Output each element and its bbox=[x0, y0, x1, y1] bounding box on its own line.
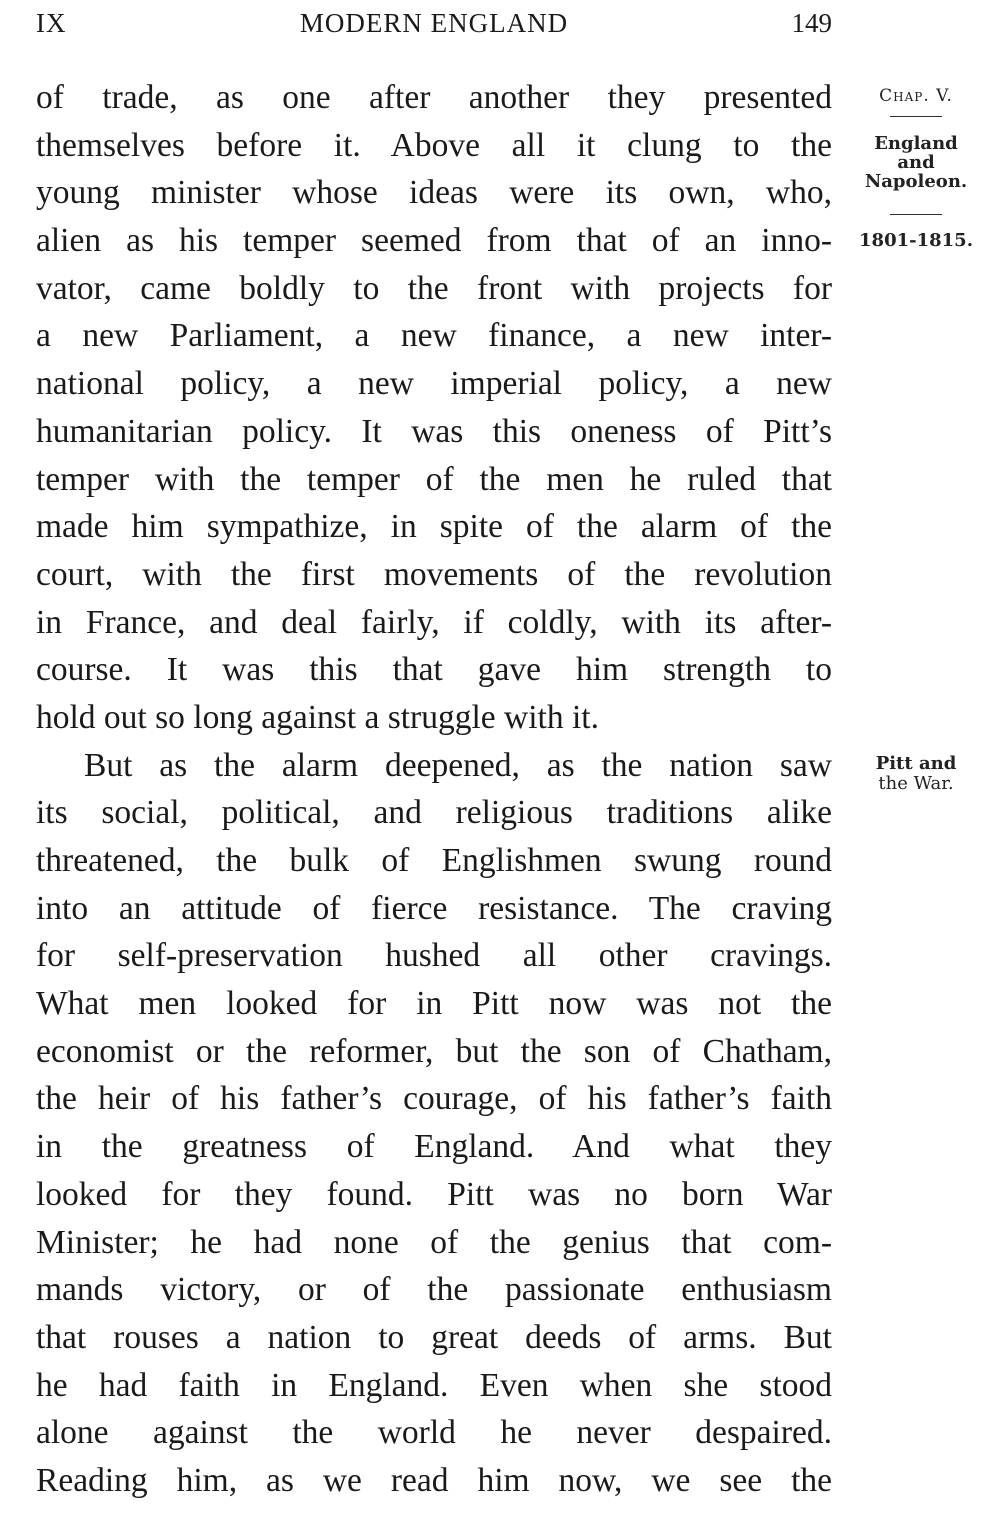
text-line: But as the alarm deepened, as the nation saw bbox=[84, 746, 832, 784]
text-line: in the greatness of England. And what they bbox=[36, 1128, 832, 1166]
book-title: MODERN ENGLAND bbox=[299, 8, 569, 38]
margin-rule bbox=[890, 116, 942, 117]
page-number: 149 bbox=[791, 8, 832, 38]
paragraph-1 bbox=[36, 74, 832, 742]
text-line: made him sympathize, in spite of the alarm of the bbox=[36, 508, 832, 546]
margin-topic-line: England bbox=[874, 133, 958, 154]
text-line: the heir of his father’s courage, of his father’s faith bbox=[36, 1080, 832, 1118]
text-line: national policy, a new imperial policy, a new bbox=[36, 365, 832, 403]
text-line: temper with the temper of the men he ruled that bbox=[36, 460, 832, 498]
running-head bbox=[36, 6, 832, 40]
text-line: Reading him, as we read him now, we see the bbox=[36, 1461, 832, 1499]
text-line: looked for they found. Pitt was no born War bbox=[36, 1175, 832, 1213]
margin-note-line: the War. bbox=[878, 773, 954, 794]
text-line: vator, came boldly to the front with projects for bbox=[36, 269, 832, 307]
text-line: What men looked for in Pitt now was not the bbox=[36, 985, 832, 1023]
margin-chapter-label: Chap. V. bbox=[879, 86, 953, 106]
text-line: that rouses a nation to great deeds of arms. But bbox=[36, 1318, 832, 1356]
text-line: alien as his temper seemed from that of an inno- bbox=[36, 222, 832, 260]
text-line: mands victory, or of the passionate enthusiasm bbox=[36, 1271, 832, 1309]
text-line: hold out so long against a struggle with it. bbox=[36, 698, 599, 736]
text-line: Minister; he had none of the genius that com- bbox=[36, 1223, 832, 1261]
margin-rule bbox=[890, 214, 942, 215]
text-line: threatened, the bulk of Englishmen swung round bbox=[36, 842, 832, 879]
text-line: humanitarian policy. It was this oneness of Pitt’s bbox=[36, 412, 832, 450]
text-line: court, with the first movements of the revolution bbox=[36, 555, 832, 593]
paragraph-2 bbox=[36, 742, 832, 1505]
text-line: its social, political, and religious traditions alike bbox=[36, 794, 832, 832]
chapter-number: IX bbox=[36, 8, 67, 38]
text-line: course. It was this that gave him strength to bbox=[36, 651, 832, 689]
text-line: he had faith in England. Even when she stood bbox=[36, 1366, 832, 1404]
margin-dates: 1801-1815. bbox=[859, 230, 973, 251]
text-line: economist or the reformer, but the son of Chatham, bbox=[36, 1032, 832, 1070]
margin-topic-line: and bbox=[897, 152, 935, 173]
margin-topic-line: Napoleon. bbox=[864, 171, 968, 192]
margin-note-pitt bbox=[852, 754, 980, 794]
text-line: young minister whose ideas were its own, who, bbox=[36, 174, 832, 212]
body-text bbox=[36, 74, 832, 1505]
text-line: a new Parliament, a new finance, a new inter- bbox=[36, 317, 832, 355]
margin-topic bbox=[852, 134, 980, 191]
text-line: of trade, as one after another they presented bbox=[36, 79, 832, 116]
text-line: themselves before it. Above all it clung to the bbox=[36, 126, 832, 164]
text-line: in France, and deal fairly, if coldly, with its after- bbox=[36, 603, 832, 641]
text-line: for self-preservation hushed all other cravings. bbox=[36, 937, 832, 975]
text-line: alone against the world he never despaired. bbox=[36, 1414, 832, 1452]
text-line: into an attitude of fierce resistance. The craving bbox=[36, 889, 832, 927]
margin-note-line: Pitt and bbox=[875, 753, 957, 774]
